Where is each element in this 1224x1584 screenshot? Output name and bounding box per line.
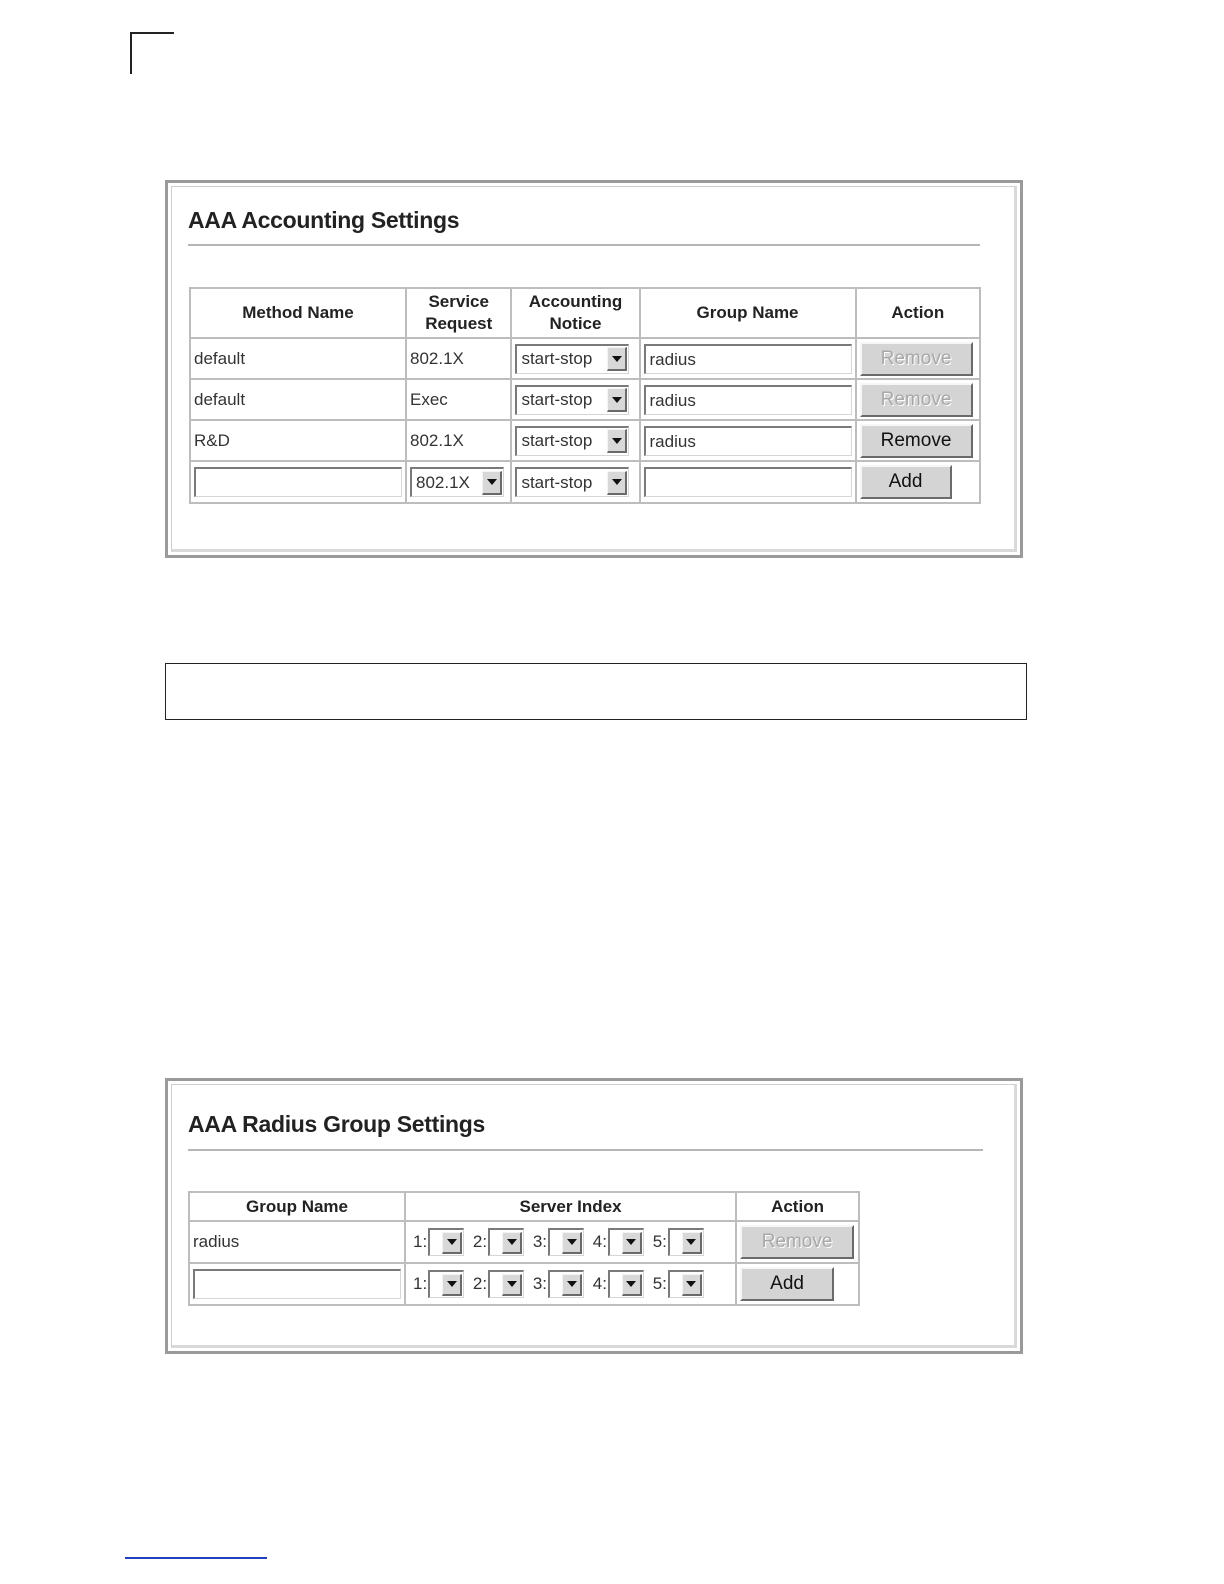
group-name-cell: radius: [189, 1221, 405, 1263]
new-service-request-value: 802.1X: [416, 472, 470, 492]
new-server-index-cell: [405, 1263, 736, 1305]
server-index-label: 2:: [472, 1232, 488, 1251]
new-method-name-input[interactable]: [194, 467, 402, 497]
server-index-label: 5:: [652, 1274, 667, 1293]
action-cell: [856, 379, 980, 420]
accounting-notice-cell: [511, 338, 639, 379]
server-index-label: 3:: [532, 1232, 548, 1251]
new-service-request-cell: [406, 461, 511, 503]
column-header-method-name: Method Name: [190, 288, 406, 338]
radius-group-settings-title: AAA Radius Group Settings: [188, 1111, 486, 1137]
server-index-label: 4:: [592, 1274, 607, 1293]
table-header-row: [190, 288, 980, 338]
new-action-cell: [736, 1263, 859, 1305]
table-row: [190, 420, 980, 461]
new-server-index-2-select[interactable]: [488, 1270, 524, 1298]
column-header-accounting-notice-line2: Notice: [549, 314, 602, 333]
chevron-down-icon[interactable]: [607, 388, 627, 412]
title-divider: [188, 1149, 983, 1151]
add-button[interactable]: Add: [740, 1267, 834, 1301]
new-group-name-input[interactable]: [193, 1269, 401, 1299]
column-header-group-name: Group Name: [640, 288, 856, 338]
new-service-request-select[interactable]: [410, 467, 504, 497]
new-group-name-input[interactable]: [644, 467, 852, 497]
accounting-notice-value: start-stop: [521, 431, 593, 450]
empty-note-box: [165, 663, 1027, 720]
accounting-settings-title: AAA Accounting Settings: [188, 207, 460, 233]
chevron-down-icon[interactable]: [607, 429, 627, 453]
add-row: [189, 1263, 859, 1305]
new-server-index-5-select[interactable]: [668, 1270, 704, 1298]
server-index-label: 3:: [532, 1274, 548, 1293]
method-name-cell: default: [190, 379, 406, 420]
server-index-label: 5:: [652, 1232, 667, 1251]
method-name-cell: default: [190, 338, 406, 379]
service-request-cell: Exec: [406, 379, 511, 420]
remove-button[interactable]: Remove: [860, 424, 973, 458]
method-name-cell: R&D: [190, 420, 406, 461]
chevron-down-icon[interactable]: [502, 1232, 522, 1254]
group-name-cell: [640, 338, 856, 379]
chevron-down-icon[interactable]: [442, 1232, 462, 1254]
group-name-input[interactable]: radius: [644, 385, 852, 415]
title-divider: [188, 244, 980, 246]
action-cell: [736, 1221, 859, 1263]
footer-rule: [125, 1557, 267, 1559]
accounting-notice-select[interactable]: [515, 426, 629, 456]
chevron-down-icon[interactable]: [682, 1232, 702, 1254]
new-action-cell: [856, 461, 980, 503]
chevron-down-icon[interactable]: [482, 471, 502, 495]
remove-button[interactable]: Remove: [860, 383, 973, 417]
column-header-action: Action: [856, 288, 980, 338]
accounting-notice-select[interactable]: [515, 385, 629, 415]
crop-mark: [130, 32, 174, 74]
new-group-name-cell: [189, 1263, 405, 1305]
chevron-down-icon[interactable]: [682, 1274, 702, 1296]
column-header-accounting-notice-line1: Accounting: [528, 292, 623, 311]
table-row: [190, 338, 980, 379]
new-accounting-notice-cell: [511, 461, 639, 503]
accounting-notice-value: start-stop: [521, 390, 593, 409]
server-index-5-select[interactable]: [668, 1228, 704, 1256]
server-index-label: 1:: [413, 1232, 428, 1251]
chevron-down-icon[interactable]: [622, 1232, 642, 1254]
add-row: [190, 461, 980, 503]
column-header-service-request-line1: Service: [428, 292, 489, 311]
chevron-down-icon[interactable]: [562, 1274, 582, 1296]
server-index-4-select[interactable]: [608, 1228, 644, 1256]
table-row: [190, 379, 980, 420]
new-accounting-notice-select[interactable]: [515, 467, 629, 497]
column-header-service-request: [406, 288, 511, 338]
add-button[interactable]: Add: [860, 465, 952, 499]
chevron-down-icon[interactable]: [502, 1274, 522, 1296]
group-name-input[interactable]: radius: [644, 426, 852, 456]
column-header-server-index: Server Index: [405, 1192, 736, 1221]
radius-group-settings-panel: [165, 1078, 1023, 1354]
server-index-label: 4:: [592, 1232, 607, 1251]
column-header-accounting-notice: [511, 288, 639, 338]
group-name-input[interactable]: radius: [644, 344, 852, 374]
action-cell: [856, 420, 980, 461]
group-name-cell: [640, 420, 856, 461]
server-index-2-select[interactable]: [488, 1228, 524, 1256]
radius-group-table: [188, 1191, 860, 1306]
service-request-cell: 802.1X: [406, 420, 511, 461]
remove-button[interactable]: Remove: [860, 342, 973, 376]
column-header-group-name: Group Name: [189, 1192, 405, 1221]
service-request-cell: 802.1X: [406, 338, 511, 379]
column-header-action: Action: [736, 1192, 859, 1221]
new-accounting-notice-value: start-stop: [521, 472, 593, 492]
chevron-down-icon[interactable]: [607, 347, 627, 371]
accounting-notice-value: start-stop: [521, 349, 593, 368]
server-index-cell: [405, 1221, 736, 1263]
server-index-label: 1:: [413, 1274, 428, 1293]
column-header-service-request-line2: Request: [425, 314, 493, 333]
new-group-name-cell: [640, 461, 856, 503]
new-server-index-3-select[interactable]: [548, 1270, 584, 1298]
new-server-index-4-select[interactable]: [608, 1270, 644, 1298]
accounting-table: [189, 287, 981, 504]
table-header-row: [189, 1192, 859, 1221]
server-index-1-select[interactable]: [428, 1228, 464, 1256]
chevron-down-icon[interactable]: [562, 1232, 582, 1254]
accounting-notice-cell: [511, 420, 639, 461]
new-method-name-cell: [190, 461, 406, 503]
remove-button[interactable]: Remove: [740, 1225, 854, 1259]
chevron-down-icon[interactable]: [442, 1274, 462, 1296]
accounting-notice-cell: [511, 379, 639, 420]
action-cell: [856, 338, 980, 379]
group-name-cell: [640, 379, 856, 420]
table-row: [189, 1221, 859, 1263]
server-index-3-select[interactable]: [548, 1228, 584, 1256]
chevron-down-icon[interactable]: [607, 471, 627, 495]
server-index-label: 2:: [472, 1274, 488, 1293]
accounting-notice-select[interactable]: [515, 344, 629, 374]
chevron-down-icon[interactable]: [622, 1274, 642, 1296]
new-server-index-1-select[interactable]: [428, 1270, 464, 1298]
accounting-settings-panel: [165, 180, 1023, 558]
